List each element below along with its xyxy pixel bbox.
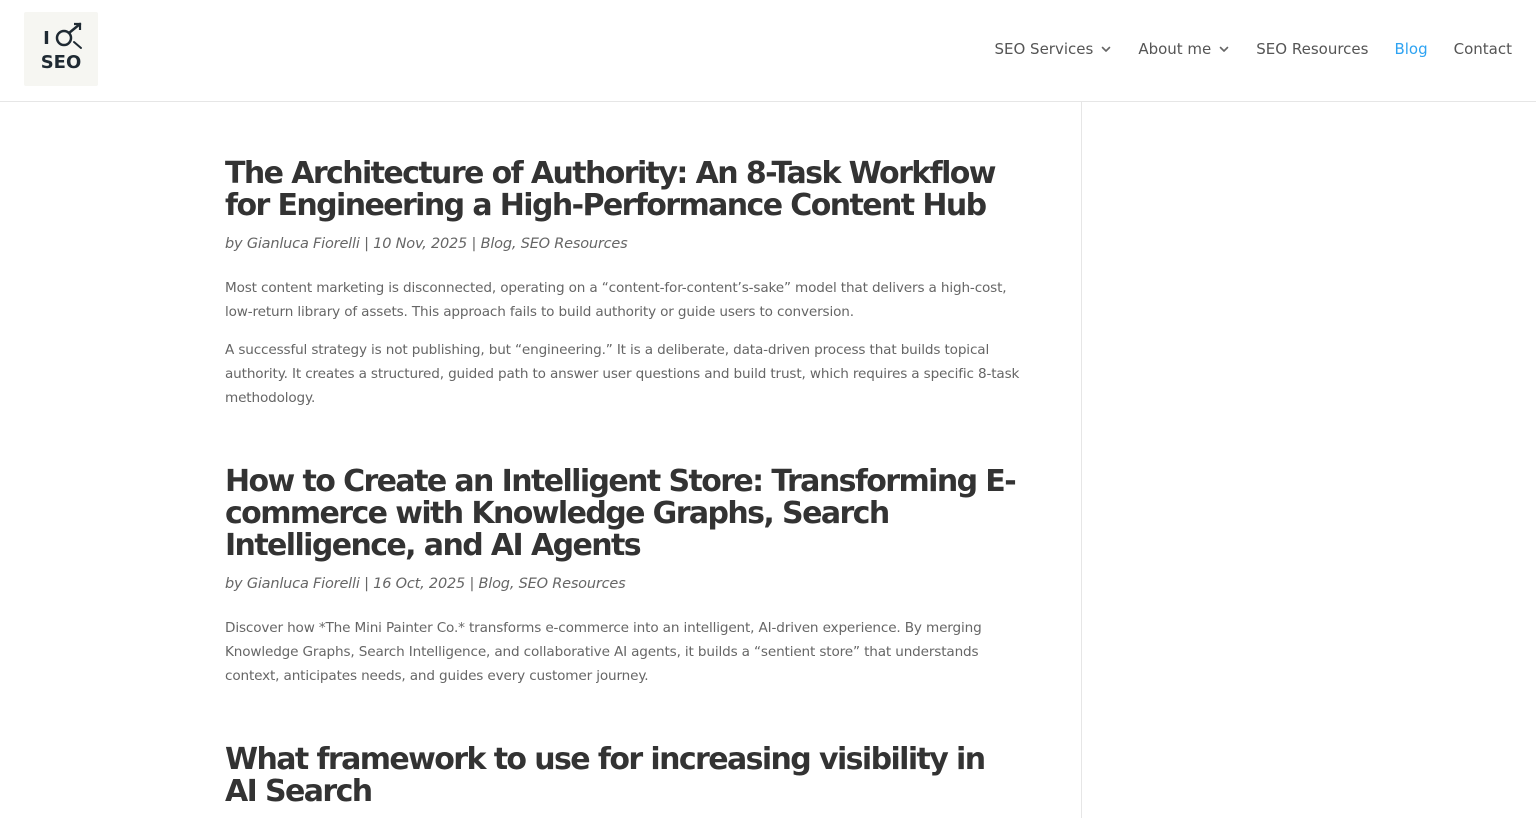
logo-icon <box>24 12 98 86</box>
post-author-link[interactable]: Gianluca Fiorelli <box>246 236 360 252</box>
sidebar-divider <box>1081 102 1082 818</box>
post-title-link[interactable]: How to Create an Intelligent Store: Transforming E-commerce with Knowledge Graphs, Search Intelligence, and AI Agents <box>225 464 1016 563</box>
excerpt-paragraph: Discover how *The Mini Painter Co.* transforms e-commerce into an intelligent, AI-driven experience. By merging Knowledge Graphs, Search Intelligence, and collaborative AI agents, it builds a “sentient store” that understands context, anticipates needs, and guides every customer journey. <box>225 620 982 684</box>
nav-item-seo-resources[interactable] <box>1256 40 1368 58</box>
nav-item-label: Contact <box>1453 40 1512 58</box>
post-category-link[interactable]: Blog <box>478 576 510 592</box>
post-by: by <box>225 236 243 252</box>
chevron-down-icon <box>1218 43 1230 55</box>
post-by: by <box>225 576 243 592</box>
main-navigation <box>968 38 1512 60</box>
nav-item-label: Blog <box>1394 40 1428 58</box>
nav-item-blog[interactable] <box>1394 40 1427 58</box>
blog-post-list <box>225 158 1021 818</box>
logo-word: SEO <box>40 52 82 73</box>
post-excerpt <box>225 616 1021 688</box>
post-title-link[interactable]: The Architecture of Authority: An 8-Task Workflow for Engineering a High-Performance Content Hub <box>225 156 995 223</box>
nav-item-contact[interactable] <box>1454 40 1512 58</box>
nav-item-label: SEO Services <box>994 40 1094 58</box>
post-date: 10 Nov, 2025 <box>373 236 468 252</box>
blog-post <box>225 744 1021 808</box>
nav-item-seo-services[interactable] <box>994 40 1112 58</box>
post-meta: by Gianluca Fiorelli | 10 Nov, 2025 | Blog, SEO Resources <box>225 236 628 252</box>
excerpt-paragraph: Most content marketing is disconnected, operating on a “content-for-content’s-sake” model that delivers a high-cost, low-return library of assets. This approach fails to build authority or guide users to conversion. <box>225 280 1007 320</box>
blog-post <box>225 158 1021 410</box>
excerpt-paragraph: A successful strategy is not publishing, but “engineering.” It is a deliberate, data-driven process that builds topical authority. It creates a structured, guided path to answer user questions and build trust, which requires a specific 8-task methodology. <box>225 342 1020 406</box>
post-date: 16 Oct, 2025 <box>373 576 466 592</box>
post-excerpt <box>225 276 1021 410</box>
post-meta: by Gianluca Fiorelli | 16 Oct, 2025 | Blog, SEO Resources <box>225 576 626 592</box>
nav-item-about-me[interactable] <box>1138 40 1230 58</box>
post-title-link[interactable]: What framework to use for increasing visibility in AI Search <box>225 742 985 809</box>
post-author-link[interactable]: Gianluca Fiorelli <box>246 576 360 592</box>
post-category-link[interactable]: Blog <box>480 236 512 252</box>
chevron-down-icon <box>1100 43 1112 55</box>
post-category-link[interactable]: SEO Resources <box>518 576 626 592</box>
nav-item-label: About me <box>1138 40 1212 58</box>
nav-item-label: SEO Resources <box>1256 40 1369 58</box>
logo-letter: I <box>43 28 51 49</box>
blog-post <box>225 466 1021 688</box>
post-category-link[interactable]: SEO Resources <box>520 236 628 252</box>
site-logo[interactable] <box>24 12 98 86</box>
site-header <box>0 0 1536 102</box>
